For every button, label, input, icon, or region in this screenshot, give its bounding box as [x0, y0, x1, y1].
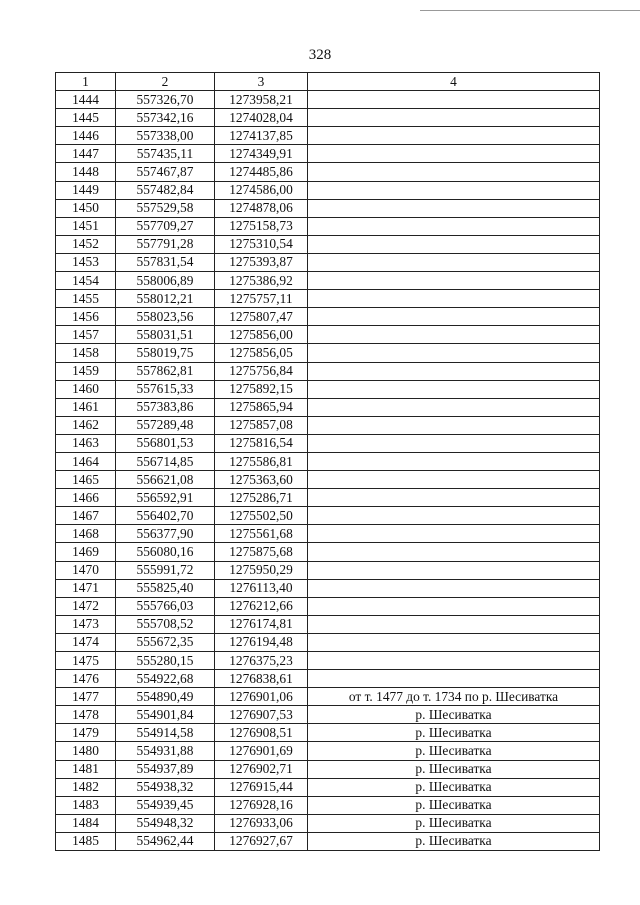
y-coordinate-cell: 1275757,11	[215, 290, 308, 308]
y-coordinate-cell: 1275502,50	[215, 507, 308, 525]
y-coordinate-cell: 1276375,23	[215, 652, 308, 670]
description-cell	[308, 507, 600, 525]
table-row	[56, 109, 600, 127]
point-number-cell: 1484	[56, 814, 116, 832]
point-number-cell: 1471	[56, 579, 116, 597]
y-coordinate-cell: 1274878,06	[215, 199, 308, 217]
table-row	[56, 127, 600, 145]
y-coordinate-cell: 1274586,00	[215, 181, 308, 199]
x-coordinate-cell: 556402,70	[116, 507, 215, 525]
column-header: 3	[215, 73, 308, 91]
table-row	[56, 688, 600, 706]
y-coordinate-cell: 1275856,05	[215, 344, 308, 362]
description-cell	[308, 91, 600, 109]
description-cell: р. Шесиватка	[308, 832, 600, 850]
point-number-cell: 1463	[56, 434, 116, 452]
table-row	[56, 489, 600, 507]
point-number-cell: 1479	[56, 724, 116, 742]
description-cell: р. Шесиватка	[308, 796, 600, 814]
table-row	[56, 706, 600, 724]
y-coordinate-cell: 1276194,48	[215, 633, 308, 651]
point-number-cell: 1455	[56, 290, 116, 308]
y-coordinate-cell: 1276113,40	[215, 579, 308, 597]
y-coordinate-cell: 1276907,53	[215, 706, 308, 724]
description-cell	[308, 615, 600, 633]
y-coordinate-cell: 1275816,54	[215, 434, 308, 452]
point-number-cell: 1467	[56, 507, 116, 525]
table-row	[56, 217, 600, 235]
point-number-cell: 1462	[56, 416, 116, 434]
description-cell	[308, 308, 600, 326]
column-header: 1	[56, 73, 116, 91]
table-row	[56, 652, 600, 670]
x-coordinate-cell: 554939,45	[116, 796, 215, 814]
description-cell	[308, 253, 600, 271]
y-coordinate-cell: 1276933,06	[215, 814, 308, 832]
x-coordinate-cell: 557326,70	[116, 91, 215, 109]
y-coordinate-cell: 1274485,86	[215, 163, 308, 181]
x-coordinate-cell: 558031,51	[116, 326, 215, 344]
description-cell	[308, 362, 600, 380]
table-row	[56, 814, 600, 832]
x-coordinate-cell: 558006,89	[116, 272, 215, 290]
table-row	[56, 597, 600, 615]
x-coordinate-cell: 557342,16	[116, 109, 215, 127]
point-number-cell: 1482	[56, 778, 116, 796]
point-number-cell: 1465	[56, 471, 116, 489]
table-row	[56, 253, 600, 271]
description-cell	[308, 452, 600, 470]
y-coordinate-cell: 1275865,94	[215, 398, 308, 416]
x-coordinate-cell: 555708,52	[116, 615, 215, 633]
y-coordinate-cell: 1276174,81	[215, 615, 308, 633]
point-number-cell: 1461	[56, 398, 116, 416]
table-row	[56, 471, 600, 489]
x-coordinate-cell: 557467,87	[116, 163, 215, 181]
table-row	[56, 742, 600, 760]
point-number-cell: 1483	[56, 796, 116, 814]
table-row	[56, 344, 600, 362]
point-number-cell: 1447	[56, 145, 116, 163]
description-cell: р. Шесиватка	[308, 778, 600, 796]
table-row	[56, 579, 600, 597]
point-number-cell: 1452	[56, 235, 116, 253]
x-coordinate-cell: 555766,03	[116, 597, 215, 615]
x-coordinate-cell: 554922,68	[116, 670, 215, 688]
table-row	[56, 362, 600, 380]
point-number-cell: 1466	[56, 489, 116, 507]
x-coordinate-cell: 555280,15	[116, 652, 215, 670]
table-row	[56, 434, 600, 452]
table-row	[56, 235, 600, 253]
description-cell: р. Шесиватка	[308, 814, 600, 832]
description-cell: р. Шесиватка	[308, 706, 600, 724]
description-cell	[308, 344, 600, 362]
page-number: 328	[308, 47, 332, 63]
table-row	[56, 543, 600, 561]
y-coordinate-cell: 1275310,54	[215, 235, 308, 253]
x-coordinate-cell: 556377,90	[116, 525, 215, 543]
x-coordinate-cell: 557709,27	[116, 217, 215, 235]
table-row	[56, 724, 600, 742]
x-coordinate-cell: 554931,88	[116, 742, 215, 760]
x-coordinate-cell: 554948,32	[116, 814, 215, 832]
x-coordinate-cell: 557289,48	[116, 416, 215, 434]
table-row	[56, 199, 600, 217]
table-row	[56, 760, 600, 778]
y-coordinate-cell: 1276915,44	[215, 778, 308, 796]
x-coordinate-cell: 556080,16	[116, 543, 215, 561]
table-row	[56, 272, 600, 290]
point-number-cell: 1470	[56, 561, 116, 579]
y-coordinate-cell: 1275393,87	[215, 253, 308, 271]
y-coordinate-cell: 1276902,71	[215, 760, 308, 778]
y-coordinate-cell: 1275561,68	[215, 525, 308, 543]
y-coordinate-cell: 1275363,60	[215, 471, 308, 489]
table-row	[56, 308, 600, 326]
point-number-cell: 1450	[56, 199, 116, 217]
point-number-cell: 1478	[56, 706, 116, 724]
y-coordinate-cell: 1276908,51	[215, 724, 308, 742]
y-coordinate-cell: 1276927,67	[215, 832, 308, 850]
x-coordinate-cell: 554937,89	[116, 760, 215, 778]
x-coordinate-cell: 555991,72	[116, 561, 215, 579]
x-coordinate-cell: 557862,81	[116, 362, 215, 380]
description-cell	[308, 235, 600, 253]
point-number-cell: 1453	[56, 253, 116, 271]
y-coordinate-cell: 1275807,47	[215, 308, 308, 326]
y-coordinate-cell: 1274137,85	[215, 127, 308, 145]
table-row	[56, 91, 600, 109]
description-cell	[308, 145, 600, 163]
description-cell	[308, 525, 600, 543]
y-coordinate-cell: 1274349,91	[215, 145, 308, 163]
description-cell: от т. 1477 до т. 1734 по р. Шесиватка	[308, 688, 600, 706]
point-number-cell: 1480	[56, 742, 116, 760]
description-cell	[308, 489, 600, 507]
description-cell	[308, 633, 600, 651]
table-row	[56, 326, 600, 344]
x-coordinate-cell: 555672,35	[116, 633, 215, 651]
table-row	[56, 380, 600, 398]
x-coordinate-cell: 558012,21	[116, 290, 215, 308]
table-row	[56, 181, 600, 199]
y-coordinate-cell: 1276901,06	[215, 688, 308, 706]
y-coordinate-cell: 1276212,66	[215, 597, 308, 615]
table-row	[56, 398, 600, 416]
point-number-cell: 1454	[56, 272, 116, 290]
table-row	[56, 416, 600, 434]
y-coordinate-cell: 1276901,69	[215, 742, 308, 760]
y-coordinate-cell: 1275158,73	[215, 217, 308, 235]
table-row	[56, 796, 600, 814]
point-number-cell: 1444	[56, 91, 116, 109]
y-coordinate-cell: 1275856,00	[215, 326, 308, 344]
description-cell	[308, 652, 600, 670]
x-coordinate-cell: 557383,86	[116, 398, 215, 416]
scan-edge-line	[420, 0, 640, 11]
y-coordinate-cell: 1275950,29	[215, 561, 308, 579]
point-number-cell: 1468	[56, 525, 116, 543]
description-cell	[308, 380, 600, 398]
table-row	[56, 525, 600, 543]
y-coordinate-cell: 1275756,84	[215, 362, 308, 380]
point-number-cell: 1469	[56, 543, 116, 561]
point-number-cell: 1474	[56, 633, 116, 651]
description-cell	[308, 109, 600, 127]
table-body	[56, 91, 600, 851]
y-coordinate-cell: 1276838,61	[215, 670, 308, 688]
x-coordinate-cell: 554962,44	[116, 832, 215, 850]
x-coordinate-cell: 556621,08	[116, 471, 215, 489]
table-row	[56, 452, 600, 470]
point-number-cell: 1448	[56, 163, 116, 181]
description-cell: р. Шесиватка	[308, 724, 600, 742]
description-cell	[308, 326, 600, 344]
description-cell	[308, 416, 600, 434]
description-cell	[308, 434, 600, 452]
y-coordinate-cell: 1273958,21	[215, 91, 308, 109]
description-cell	[308, 543, 600, 561]
point-number-cell: 1459	[56, 362, 116, 380]
coordinates-table	[55, 72, 600, 851]
y-coordinate-cell: 1276928,16	[215, 796, 308, 814]
point-number-cell: 1446	[56, 127, 116, 145]
y-coordinate-cell: 1275875,68	[215, 543, 308, 561]
point-number-cell: 1449	[56, 181, 116, 199]
description-cell	[308, 272, 600, 290]
point-number-cell: 1481	[56, 760, 116, 778]
table-row	[56, 163, 600, 181]
description-cell	[308, 127, 600, 145]
y-coordinate-cell: 1275386,92	[215, 272, 308, 290]
description-cell	[308, 290, 600, 308]
point-number-cell: 1476	[56, 670, 116, 688]
description-cell	[308, 670, 600, 688]
point-number-cell: 1456	[56, 308, 116, 326]
x-coordinate-cell: 557615,33	[116, 380, 215, 398]
description-cell: р. Шесиватка	[308, 760, 600, 778]
point-number-cell: 1445	[56, 109, 116, 127]
x-coordinate-cell: 557831,54	[116, 253, 215, 271]
table-row	[56, 832, 600, 850]
description-cell	[308, 561, 600, 579]
table-row	[56, 290, 600, 308]
description-cell: р. Шесиватка	[308, 742, 600, 760]
description-cell	[308, 471, 600, 489]
x-coordinate-cell: 556714,85	[116, 452, 215, 470]
point-number-cell: 1460	[56, 380, 116, 398]
y-coordinate-cell: 1275586,81	[215, 452, 308, 470]
point-number-cell: 1458	[56, 344, 116, 362]
x-coordinate-cell: 554890,49	[116, 688, 215, 706]
column-header: 2	[116, 73, 215, 91]
x-coordinate-cell: 558019,75	[116, 344, 215, 362]
description-cell	[308, 217, 600, 235]
column-header: 4	[308, 73, 600, 91]
point-number-cell: 1485	[56, 832, 116, 850]
description-cell	[308, 199, 600, 217]
point-number-cell: 1475	[56, 652, 116, 670]
x-coordinate-cell: 554938,32	[116, 778, 215, 796]
point-number-cell: 1451	[56, 217, 116, 235]
description-cell	[308, 579, 600, 597]
point-number-cell: 1473	[56, 615, 116, 633]
x-coordinate-cell: 557435,11	[116, 145, 215, 163]
table-row	[56, 507, 600, 525]
table-row	[56, 633, 600, 651]
y-coordinate-cell: 1274028,04	[215, 109, 308, 127]
x-coordinate-cell: 554914,58	[116, 724, 215, 742]
table-row	[56, 145, 600, 163]
x-coordinate-cell: 557529,58	[116, 199, 215, 217]
x-coordinate-cell: 557482,84	[116, 181, 215, 199]
y-coordinate-cell: 1275857,08	[215, 416, 308, 434]
table-header-row	[56, 73, 600, 91]
description-cell	[308, 181, 600, 199]
x-coordinate-cell: 556801,53	[116, 434, 215, 452]
y-coordinate-cell: 1275286,71	[215, 489, 308, 507]
y-coordinate-cell: 1275892,15	[215, 380, 308, 398]
point-number-cell: 1477	[56, 688, 116, 706]
x-coordinate-cell: 557791,28	[116, 235, 215, 253]
x-coordinate-cell: 554901,84	[116, 706, 215, 724]
table-row	[56, 561, 600, 579]
table-row	[56, 778, 600, 796]
description-cell	[308, 398, 600, 416]
table-row	[56, 670, 600, 688]
point-number-cell: 1457	[56, 326, 116, 344]
point-number-cell: 1464	[56, 452, 116, 470]
description-cell	[308, 163, 600, 181]
point-number-cell: 1472	[56, 597, 116, 615]
description-cell	[308, 597, 600, 615]
x-coordinate-cell: 558023,56	[116, 308, 215, 326]
x-coordinate-cell: 555825,40	[116, 579, 215, 597]
table-row	[56, 615, 600, 633]
x-coordinate-cell: 556592,91	[116, 489, 215, 507]
x-coordinate-cell: 557338,00	[116, 127, 215, 145]
